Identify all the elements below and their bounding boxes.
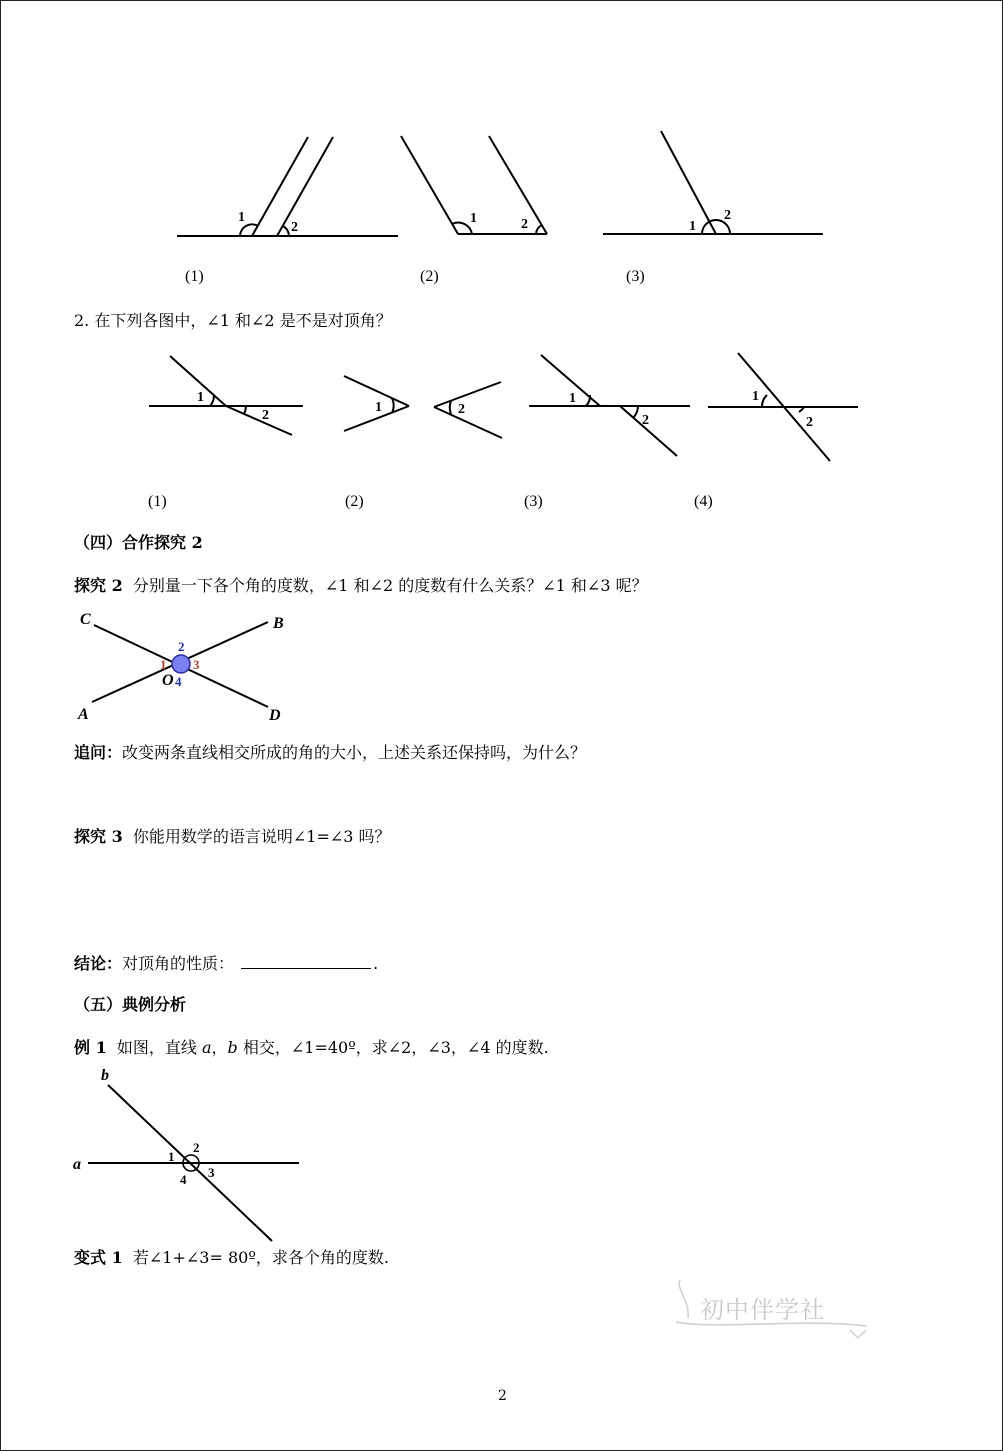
variant-1-text: 若∠1+∠3= 80º，求各个角的度数. (132, 1248, 389, 1267)
point-c-label: C (80, 611, 91, 628)
point-d-label: D (269, 707, 281, 724)
svg-text:1: 1 (752, 389, 759, 404)
top-caption-1: (1) (185, 268, 204, 285)
explore-2-label: 探究 2 (74, 576, 123, 595)
svg-text:2: 2 (806, 415, 813, 430)
point-b-label: B (273, 615, 284, 632)
explore-3-label: 探究 3 (74, 827, 123, 846)
top-caption-3: (3) (626, 268, 645, 285)
example-angle-1-label: 1 (168, 1149, 175, 1164)
svg-text:2: 2 (458, 402, 465, 417)
svg-text:2: 2 (291, 220, 298, 235)
example-1-label: 例 1 (74, 1038, 107, 1057)
top-caption-2: (2) (420, 268, 439, 285)
watermark-text: 初中伴学社 (700, 1296, 825, 1324)
q2-caption-1: (1) (148, 493, 167, 510)
angle-3-label: 3 (193, 657, 200, 672)
example-1-text-b: 相交，∠1=40º，求∠2，∠3，∠4 的度数. (237, 1038, 549, 1057)
explore-2-text: 分别量一下各个角的度数，∠1 和∠2 的度数有什么关系？∠1 和∠3 呢？ (132, 576, 648, 595)
example-1-var-b: b (227, 1038, 238, 1057)
line-a-label: a (73, 1156, 81, 1173)
svg-text:1: 1 (689, 219, 696, 234)
angle-2-label: 2 (178, 639, 185, 654)
q2-caption-2: (2) (345, 493, 364, 510)
example-1-var-a: a (201, 1038, 212, 1057)
line-b-label: b (101, 1067, 109, 1084)
example-1-sep: ， (211, 1038, 228, 1057)
svg-text:1: 1 (569, 391, 576, 406)
example-angle-4-label: 4 (180, 1172, 187, 1187)
conclusion-text: 对顶角的性质： (122, 954, 235, 973)
q2-caption-4: (4) (694, 493, 713, 510)
svg-text:1: 1 (470, 211, 477, 226)
point-a-label: A (78, 706, 89, 723)
question-2-text: 2. 在下列各图中，∠1 和∠2 是不是对顶角？ (74, 311, 392, 330)
svg-text:1: 1 (238, 210, 245, 225)
conclusion-end: . (373, 954, 379, 973)
svg-text:2: 2 (262, 408, 269, 423)
page-number: 2 (498, 1388, 507, 1404)
svg-text:2: 2 (642, 413, 649, 428)
angle-1-label: 1 (160, 657, 167, 672)
svg-text:1: 1 (375, 400, 382, 415)
followup-label: 追问： (74, 743, 123, 762)
followup-text: 改变两条直线相交所成的角的大小，上述关系还保持吗，为什么？ (122, 743, 587, 762)
svg-text:2: 2 (521, 217, 528, 232)
svg-text:1: 1 (197, 390, 204, 405)
angle-4-label: 4 (175, 674, 182, 689)
example-angle-3-label: 3 (208, 1165, 215, 1180)
example-1-text-a: 如图，直线 (116, 1038, 202, 1057)
section-4-heading: （四）合作探究 2 (74, 533, 203, 552)
example-angle-2-label: 2 (193, 1140, 200, 1155)
svg-text:2: 2 (724, 208, 731, 223)
section-5-heading: （五）典例分析 (74, 995, 187, 1014)
conclusion-label: 结论： (74, 954, 123, 973)
explore-3-text: 你能用数学的语言说明∠1=∠3 吗？ (132, 827, 391, 846)
variant-1-label: 变式 1 (74, 1248, 123, 1267)
q2-caption-3: (3) (524, 493, 543, 510)
point-o-label: O (162, 672, 174, 689)
